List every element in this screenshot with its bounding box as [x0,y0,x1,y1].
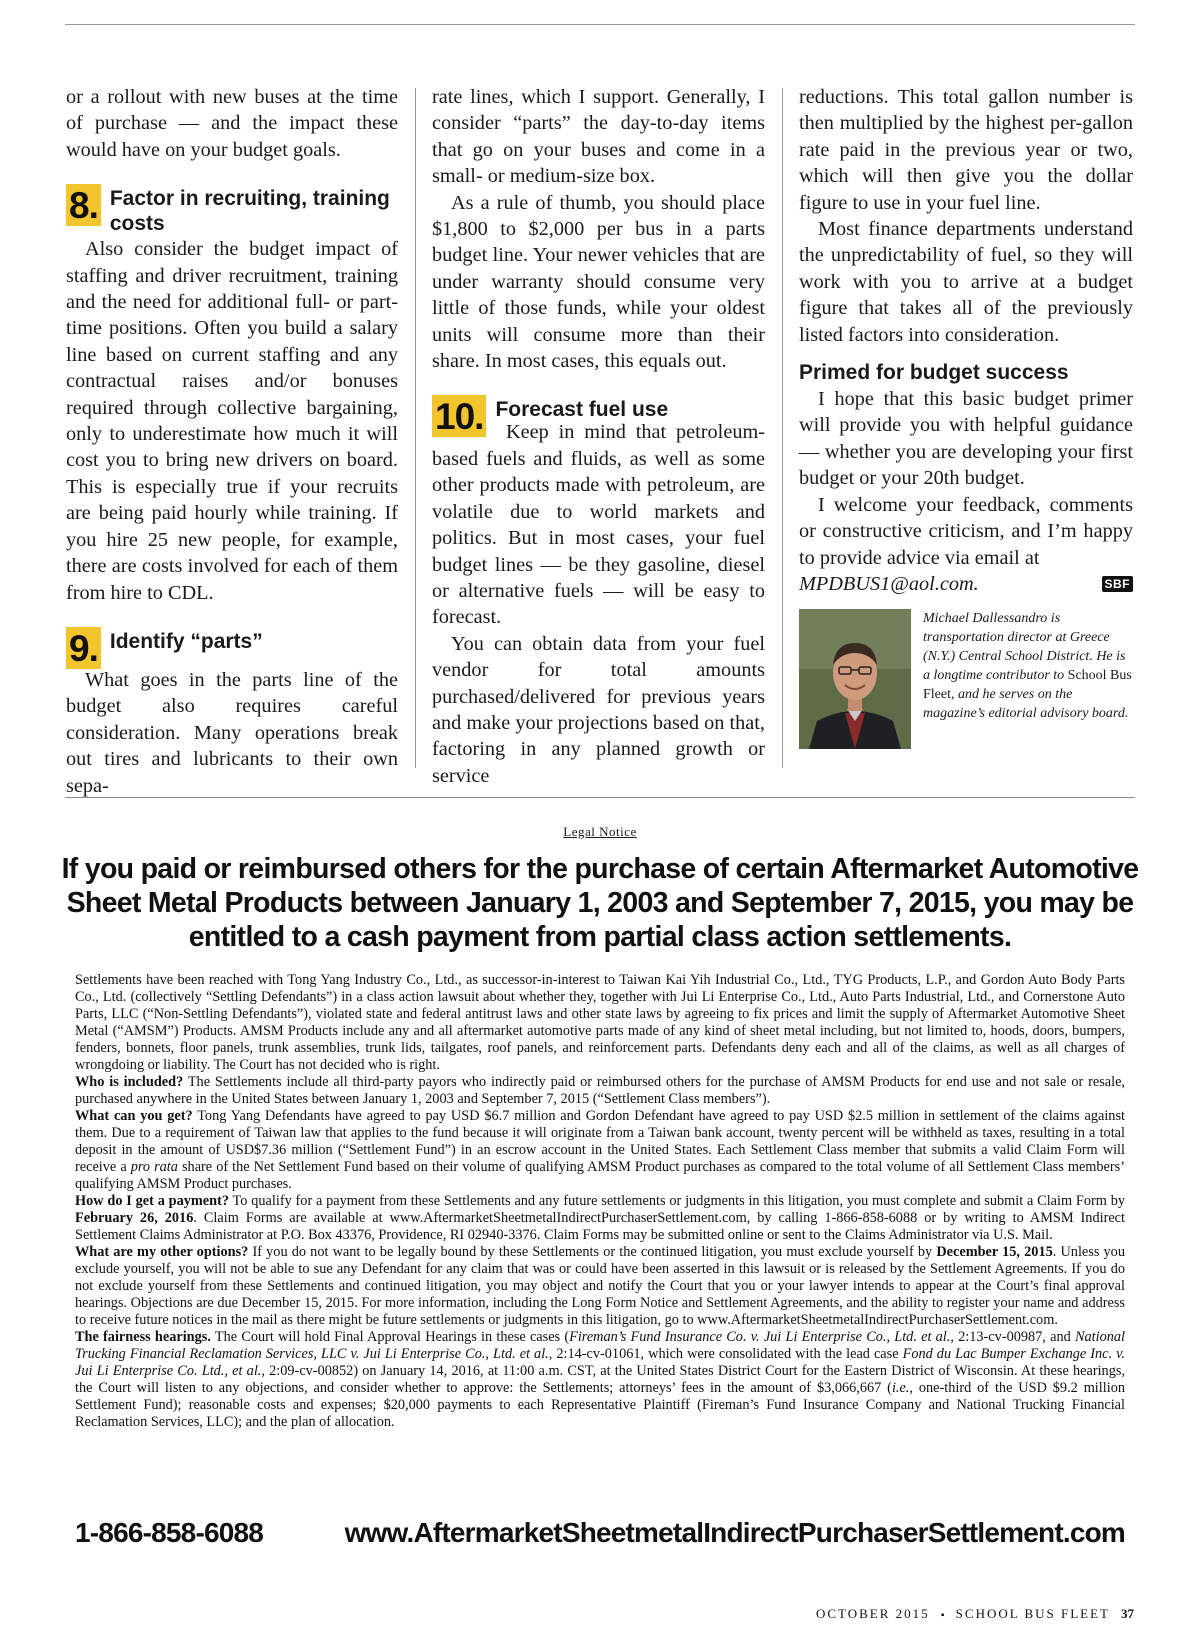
case-name: Fireman’s Fund Insurance Co. v. Jui Li Enterprise Co., Ltd. et al. [569,1329,951,1345]
section-number-10: 10. [432,395,486,437]
end-mark: SBF [1102,576,1134,592]
author-email[interactable]: MPDBUS1@aol.com. [799,572,979,595]
notice-intro: Settlements have been reached with Tong Yang Industry Co., Ltd., as successor-in-interest to Taiwan Kai Yih Industrial Co., Ltd., TYG Products, L.P., and Gordon Auto Body Parts Co., Ltd. (collectively “Settling Defendants”) in a class action lawsuit about whether they, together with Jui Li Enterprise Co., Ltd., Auto Parts Industrial, Ltd., and Cornerstone Auto Parts, LLC (“Non-Settling Defendants”), violated state and federal antitrust laws and other state laws by agreeing to fix prices and limit the supply of Aftermarket Automotive Sheet Metal (“AMSM”) Products. AMSM Products include any and all aftermarket automotive parts made of any kind of sheet metal including, but not limited to, hoods, doors, bumpers, fenders, bonnets, floor panels, trunk assemblies, trunk lids, tailgates, roof panels, and reinforcement parts. Defendants deny each and all of the claims, as well as all charges of wrongdoing or liability. The Court has not decided who is right. [75,972,1125,1073]
notice-paragraph [75,1074,1125,1108]
phone-number[interactable]: 1-866-858-6088 [75,1517,264,1548]
notice-answer: , one-third of the USD $9.2 million Settlement Fund); reasonable costs and expenses; $20,000 payments to each Representative Plaintiff (Fireman’s Fund Insurance Company and National Trucking Financial Reclamation Services, LLC); and the plan of allocation. [75,1380,1125,1430]
section-10-title: Forecast fuel use [495,398,669,422]
article-column-1 [66,84,398,799]
notice-answer: , 2:14-cv-01061, which were consolidated with the lead case [548,1346,903,1362]
claim-deadline: February 26, 2016 [75,1210,194,1226]
contact-bar [75,1516,1125,1550]
paragraph: I welcome your feedback, comments or constructive criticism, and I’m happy to provide advice via email at [799,493,1133,569]
article-column-3 [799,84,1133,749]
paragraph: As a rule of thumb, you should place $1,800 to $2,000 per bus in a parts budget line. Your newer vehicles that are under warranty should consume very little of those funds, while your oldest units will consume more than their share. In most cases, this equals out. [432,191,765,373]
page-footer [816,1606,1134,1622]
publication-name: School Bus Fleet [923,668,1132,703]
notice-italic: i.e. [891,1380,910,1396]
notice-answer: The Settlements include all third-party payors who indirectly paid or reimbursed others for the purchase of AMSM Products for end use and not sale or resale, purchased anywhere in the United States between January 1, 2003 and September 7, 2015 (“Settlement Class members”). [75,1074,1125,1107]
page-number: 37 [1121,1606,1134,1621]
paragraph: Also consider the budget impact of staffing and driver recruitment, training and the need for additional full- or part-time positions. Often you build a salary line based on current staffing and any contractual raises and/or bonuses required through collective bargaining, only to underestimate how much it will cost you to bring new drivers on board. This is especially true if your recruits are being paid hourly while training. If you hire 25 new people, for example, there are costs involved for each of them from hire to CDL. [66,238,398,604]
author-photo [799,609,911,749]
notice-answer: The Court will hold Final Approval Hearings in these cases ( [210,1329,570,1345]
author-bio [799,609,1133,749]
portrait-illustration [799,609,911,749]
column-divider [415,88,416,768]
section-number-8: 8. [66,184,101,226]
settlement-website-link[interactable]: www.AftermarketSheetmetalIndirectPurchaserSettlement.com [344,1517,1125,1548]
notice-answer: share of the Net Settlement Fund based on their volume of qualifying AMSM Product purchases as compared to the total volume of all Settlement Class members’ qualifying AMSM Product purchases. [75,1159,1125,1192]
legal-notice-label: Legal Notice [563,824,637,839]
notice-paragraph [75,1329,1125,1431]
bio-line: , and he serves on the magazine’s editorial advisory board. [923,687,1129,722]
paragraph: Most finance departments understand the unpredictability of fuel, so they will work with you to arrive at a budget figure that takes all of the previously listed factors into consideration. [799,218,1133,346]
paragraph: What goes in the parts line of the budget also requires careful consideration. Many operations break out tires and lubricants to their own sepa- [66,668,398,797]
notice-question: What are my other options? [75,1244,249,1260]
section-9-title: Identify “parts” [109,629,263,653]
section-rule [65,797,1135,798]
notice-answer: To qualify for a payment from these Settlements and any future settlements or judgments in this litigation, you must complete and submit a Claim Form by [229,1193,1125,1209]
paragraph: rate lines, which I support. Generally, I consider “parts” the day-to-day items that go on your buses and come in a small- or medium-size box. [432,86,765,188]
email-line [799,571,1133,597]
notice-answer: , 2:13-cv-00987, and [950,1329,1075,1345]
legal-headline: If you paid or reimbursed others for the purchase of certain Aftermarket Automotive Sheet Metal Products between January 1, 2003 and September 7, 2015, you may be entitled to a cash payment from partial class action settlements. [61,853,1139,953]
notice-question: How do I get a payment? [75,1193,230,1209]
notice-paragraph [75,1244,1125,1329]
paragraph [432,419,765,630]
notice-italic: pro rata [130,1159,178,1175]
notice-answer: If you do not want to be legally bound by these Settlements or the continued litigation, you must exclude yourself by [248,1244,937,1260]
section-8-title: Factor in recruiting, training costs [109,187,390,236]
legal-notice-body [75,972,1125,1431]
magazine-name: SCHOOL BUS FLEET [955,1606,1110,1621]
notice-question: The fairness hearings. [75,1329,211,1345]
column-divider [782,88,783,768]
exclusion-deadline: December 15, 2015 [936,1244,1053,1260]
article-column-2 [432,84,765,789]
section-number-9: 9. [66,627,101,669]
section-8-heading [66,184,398,236]
paragraph: I hope that this basic budget primer will provide you with helpful guidance — whether you are developing your first budget or your 20th budget. [799,388,1133,490]
paragraph: reductions. This total gallon number is then multiplied by the highest per-gallon rate paid in the previous year or two, which will then give you the dollar figure to use in your fuel line. [799,86,1133,214]
notice-question: Who is included? [75,1074,184,1090]
paragraph: or a rollout with new buses at the time of purchase — and the impact these would have on your budget goals. [66,86,398,161]
notice-paragraph [75,1193,1125,1244]
notice-answer: Tong Yang Defendants have agreed to pay USD $6.7 million and Gordon Defendant have agreed to pay USD $2.5 million in settlement of the claims against them. Due to a requirement of Taiwan law that applies to the fund because it will originate from a Taiwan bank account, twenty percent will be withheld as taxes, resulting in a total deposit in the amount of USD$7.36 million (“Settlement Fund”) in an escrow account in the United States. Each Settlement Class member that submits a valid Claim Form will receive a [75,1108,1125,1175]
top-rule [65,24,1135,25]
notice-question: What can you get? [75,1108,193,1124]
bio-text [923,609,1133,749]
section-10-text: Keep in mind that petroleum-based fuels and fluids, as well as some other products made with petroleum, are volatile due to world markets and politics. But in most cases, your fuel budget lines — be they gasoline, diesel or alternative fuels — will be easy to forecast. [432,421,765,629]
case-name: National Trucking Financial Reclamation Services, LLC v. Jui Li Enterprise Co., Ltd. et al. [75,1329,1125,1362]
bio-line: Michael Dallessandro is transportation director at Greece (N.Y.) Central School District. He is a longtime contributor to [923,611,1126,684]
section-9-heading [66,627,398,669]
notice-answer: . Unless you exclude yourself, you will not be able to sue any Defendant for any claim that was or could have been asserted in this lawsuit or is released by the Settlement Agreements. If you do not exclude yourself from these Settlements and continued litigation, you may object and notify the Court that you or your lawyer intends to appear at the Court’s final approval hearings. Objections are due December 15, 2015. For more information, including the Long Form Notice and Settlement Agreements, and the ability to register your name and address to receive future notices in the mail as there might be future settlements or judgments in this litigation, go to www.AftermarketSheetmetalIndirectPurchaserSettlement.com. [75,1244,1125,1328]
issue-date: OCTOBER 2015 [815,1606,930,1621]
case-name: Fond du Lac Bumper Exchange Inc. v. Jui Li Enterprise Co. Ltd., et al. [75,1346,1125,1379]
footer-bullet: ▪ [940,1610,945,1621]
notice-answer: . Claim Forms are available at www.AftermarketSheetmetalIndirectPurchaserSettlement.com, by calling 1-866-858-6088 or by writing to AMSM Indirect Settlement Claims Administrator at P.O. Box 43376, Providence, RI 02940-3376. Claim Forms may be submitted online or sent to the Claims Administrator via U.S. Mail. [75,1210,1125,1243]
section-heading: Primed for budget success [799,361,1069,385]
notice-paragraph [75,1108,1125,1193]
notice-answer: , 2:09-cv-00852) on January 14, 2016, at 11:00 a.m. CST, at the United States District Court for the Eastern District of Wisconsin. At these hearings, the Court will listen to any objections, and consider whether to approve: the Settlements; attorneys’ fees in the amount of $3,066,667 ( [75,1363,1125,1396]
paragraph: You can obtain data from your fuel vendor for total amounts purchased/delivered for previous years and make your projections based on that, factoring in any planned growth or service [432,632,765,787]
